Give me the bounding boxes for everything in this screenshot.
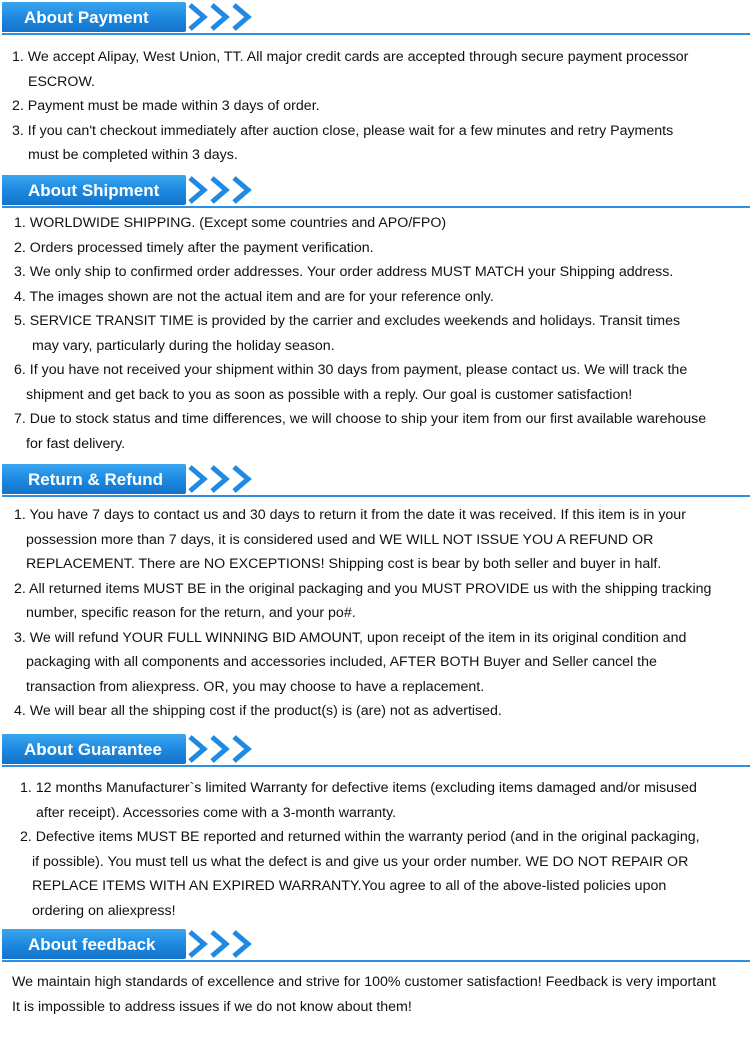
feedback-paragraph-line: It is impossible to address issues if we do not know about them! (12, 998, 412, 1015)
refund-list (0, 503, 750, 724)
payment-list (0, 45, 750, 168)
section-title-guarantee: About Guarantee (24, 740, 162, 759)
item-text: ESCROW. (28, 73, 96, 90)
triple-chevron-right-icon (186, 464, 266, 494)
list-item (0, 699, 750, 724)
item-text: Orders processed timely after the payment verification. (29, 239, 374, 256)
item-text: shipment and get back to you as soon as possible with a reply. Our goal is customer satisfaction! (26, 386, 633, 403)
triple-chevron-right-icon (186, 929, 266, 959)
item-text: WORLDWIDE SHIPPING. (Except some countries and APO/FPO) (29, 215, 447, 231)
section-title-payment: About Payment (24, 8, 149, 27)
section-title-feedback: About feedback (28, 935, 156, 954)
list-item (0, 309, 750, 358)
section-header-shipment (0, 175, 750, 213)
section-header-guarantee (0, 734, 750, 772)
list-item (0, 407, 750, 456)
triple-chevron-right-icon (186, 2, 266, 32)
item-number: 4. (14, 288, 26, 305)
item-text: REPLACE ITEMS WITH AN EXPIRED WARRANTY.You agree to all of the above-listed policies upon (32, 878, 667, 894)
item-number: 5. (14, 313, 26, 329)
item-text: We accept Alipay, West Union, TT. All major credit cards are accepted through secure payment processor (27, 49, 689, 65)
item-text: REPLACEMENT. There are NO EXCEPTIONS! Shipping cost is bear by both seller and buyer in half. (26, 556, 662, 572)
item-number: 7. (14, 411, 26, 427)
item-number: 3. (14, 629, 26, 646)
section-header-payment (0, 2, 750, 40)
section-title-refund: Return & Refund (28, 470, 164, 489)
item-text: SERVICE TRANSIT TIME is provided by the carrier and excludes weekends and holidays. Transit times (29, 313, 681, 329)
item-text: number, specific reason for the return, and your po#. (26, 605, 356, 621)
triple-chevron-right-icon (186, 175, 266, 205)
item-number: 1. (12, 49, 24, 65)
section-title-shipment: About Shipment (28, 181, 160, 200)
section-header-feedback (0, 929, 750, 967)
item-text: 12 months Manufacturer`s limited Warranty for defective items (excluding items damaged and/or misused (35, 780, 697, 796)
header-underline (2, 495, 750, 497)
list-item (0, 236, 750, 261)
header-underline (2, 960, 750, 962)
item-text: The images shown are not the actual item and are for your reference only. (29, 288, 494, 305)
item-text: transaction from aliexpress. OR, you may choose to have a replacement. (26, 678, 485, 695)
list-item (0, 577, 750, 626)
item-number: 1. (20, 780, 32, 796)
item-text: Payment must be made within 3 days of order. (27, 98, 320, 114)
item-text: if possible). You must tell us what the defect is and give us your order number. WE DO NOT REPAIR OR (32, 853, 689, 870)
guarantee-list (0, 776, 750, 923)
feedback-text (12, 970, 750, 1019)
item-text: must be completed within 3 days. (28, 147, 238, 163)
item-text: If you can't checkout immediately after auction close, please wait for a few minutes and retry Payments (27, 122, 674, 139)
list-item (0, 260, 750, 285)
header-underline (2, 206, 750, 208)
item-number: 1. (14, 215, 26, 231)
item-text: We only ship to confirmed order addresses. Your order address MUST MATCH your Shipping address. (29, 264, 674, 280)
item-text: Defective items MUST BE reported and returned within the warranty period (and in the original packaging, (35, 829, 700, 845)
item-text: after receipt). Accessories come with a 3-month warranty. (36, 804, 397, 821)
item-text: may vary, particularly during the holiday season. (32, 337, 335, 354)
item-number: 3. (12, 122, 24, 139)
item-number: 2. (14, 239, 26, 256)
section-header-refund (0, 464, 750, 502)
item-number: 2. (14, 580, 26, 597)
item-text: possession more than 7 days, it is considered used and WE WILL NOT ISSUE YOU A REFUND OR (26, 531, 654, 548)
item-text: All returned items MUST BE in the original packaging and you MUST PROVIDE us with the shipping tracking (29, 580, 712, 597)
list-item (0, 119, 750, 168)
item-text: Due to stock status and time differences, we will choose to ship your item from our first available warehouse (29, 411, 707, 427)
item-text: If you have not received your shipment within 30 days from payment, please contact us. We will track the (29, 362, 688, 378)
item-number: 1. (14, 507, 26, 523)
item-text: You have 7 days to contact us and 30 days to return it from the date it was received. If this item is in your (29, 507, 686, 523)
list-item (0, 358, 750, 407)
header-underline (2, 765, 750, 767)
item-number: 6. (14, 362, 26, 378)
feedback-paragraph-line: We maintain high standards of excellence and strive for 100% customer satisfaction! Feedback is very important (12, 974, 716, 990)
shipment-list (0, 211, 750, 456)
list-item (0, 94, 750, 119)
list-item (0, 45, 750, 94)
item-text: for fast delivery. (26, 435, 126, 452)
item-text: packaging with all components and accessories included, AFTER BOTH Buyer and Seller cancel the (26, 654, 657, 670)
header-underline (2, 33, 750, 35)
item-number: 3. (14, 264, 26, 280)
item-number: 4. (14, 703, 26, 719)
list-item (0, 626, 750, 700)
list-item (0, 503, 750, 577)
list-item (0, 776, 750, 825)
item-text: We will bear all the shipping cost if the product(s) is (are) not as advertised. (29, 703, 502, 719)
item-number: 2. (20, 829, 32, 845)
list-item (0, 285, 750, 310)
item-text: ordering on aliexpress! (32, 902, 176, 919)
item-number: 2. (12, 98, 24, 114)
list-item (0, 825, 750, 923)
list-item (0, 211, 750, 236)
item-text: We will refund YOUR FULL WINNING BID AMOUNT, upon receipt of the item in its original condition and (29, 629, 687, 646)
triple-chevron-right-icon (186, 734, 266, 764)
